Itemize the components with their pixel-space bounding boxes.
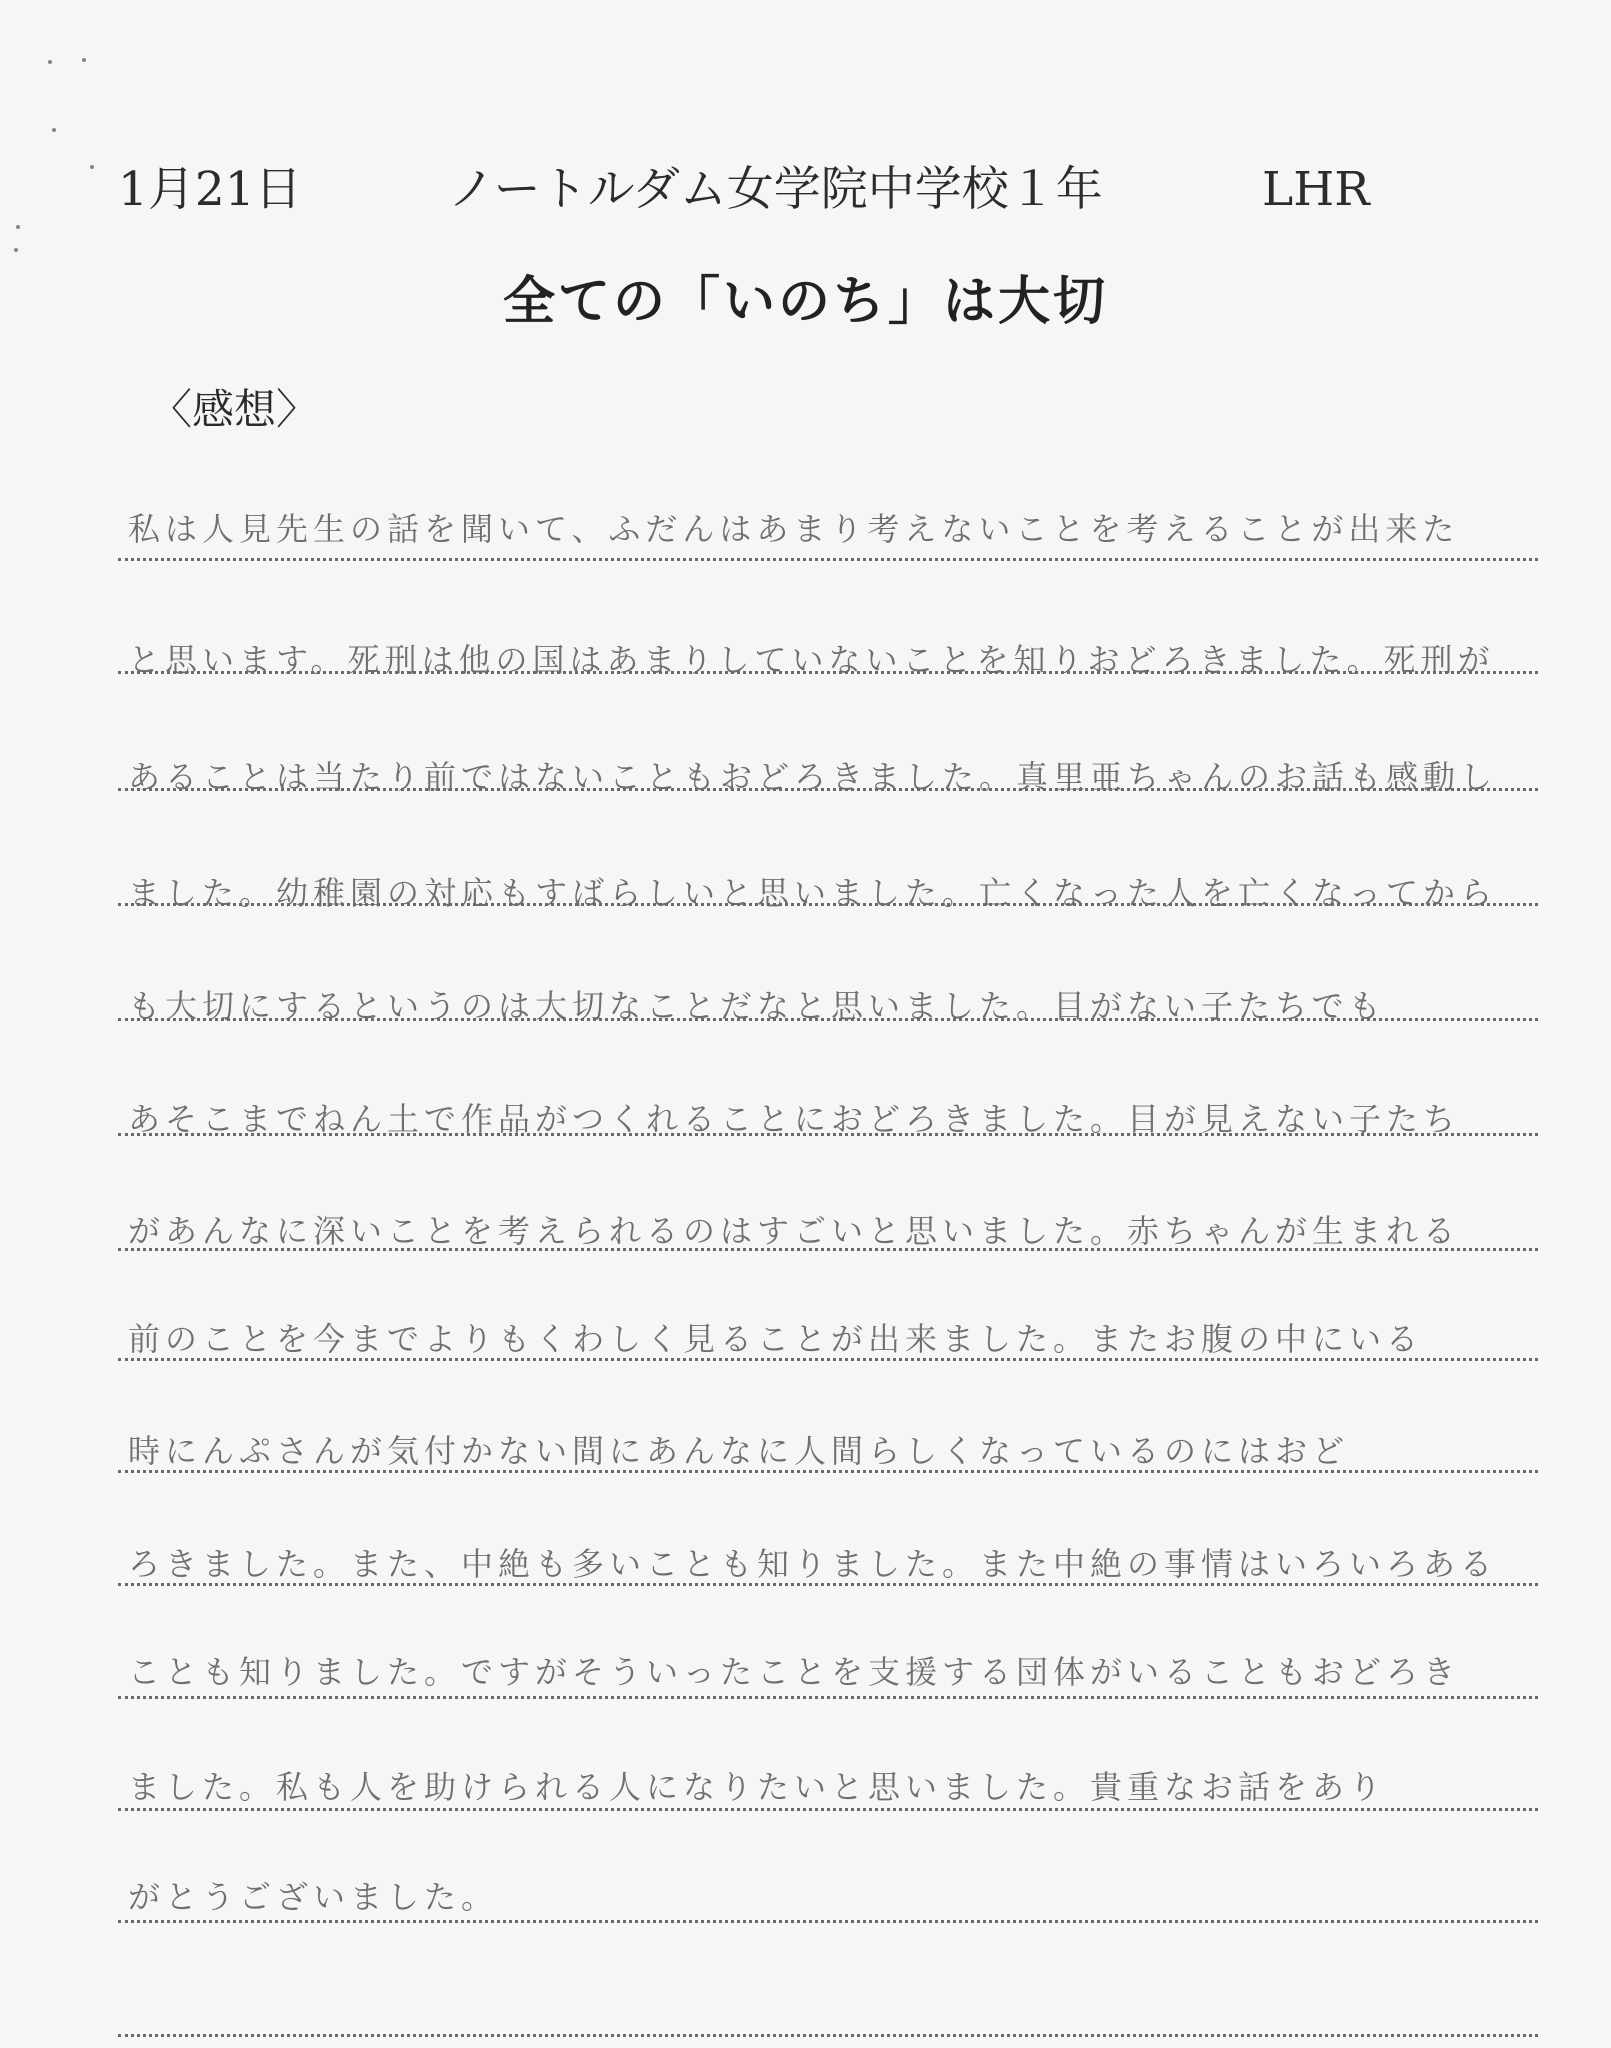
header-class-type: LHR <box>1262 162 1370 217</box>
dotted-rule <box>118 558 1538 561</box>
header-date: 1月21日 <box>118 162 302 217</box>
handwritten-line: ました。幼稚園の対応もすばらしいと思いました。亡くなった人を亡くなってから <box>128 874 1498 912</box>
scan-speck <box>52 128 56 132</box>
handwritten-line: があんなに深いことを考えられるのはすごいと思いました。赤ちゃんが生まれる <box>128 1212 1461 1250</box>
section-label-impressions: 〈感想〉 <box>150 385 319 434</box>
dotted-rule <box>118 1583 1538 1586</box>
handwritten-line: がとうございました。 <box>128 1878 499 1916</box>
scan-speck <box>82 58 86 62</box>
scan-speck <box>48 60 52 64</box>
dotted-rule <box>118 903 1538 906</box>
dotted-rule <box>118 1920 1538 1923</box>
handwritten-line: 私は人見先生の話を聞いて、ふだんはあまり考えないことを考えることが出来た <box>128 510 1460 548</box>
scan-speck <box>14 248 18 252</box>
dotted-rule <box>118 2034 1538 2037</box>
worksheet-title: 全ての「いのち」は大切 <box>502 272 1108 332</box>
dotted-rule <box>118 1018 1538 1021</box>
dotted-rule <box>118 1248 1538 1251</box>
handwritten-line: 時にんぷさんが気付かない間にあんなに人間らしくなっているのにはおど <box>128 1432 1350 1470</box>
handwritten-line: 前のことを今までよりもくわしく見ることが出来ました。またお腹の中にいる <box>128 1320 1424 1358</box>
scan-speck <box>16 225 20 229</box>
handwritten-line: と思います。死刑は他の国はあまりしていないことを知りおどろきました。死刑が <box>128 641 1495 679</box>
handwritten-line: ことも知りました。ですがそういったことを支援する団体がいることもおどろき <box>128 1653 1461 1691</box>
header-school-grade: ノートルダム女学院中学校１年 <box>448 162 1103 217</box>
dotted-rule <box>118 788 1538 791</box>
handwritten-line: ました。私も人を助けられる人になりたいと思いました。貴重なお話をあり <box>128 1768 1387 1806</box>
dotted-rule <box>118 1358 1538 1361</box>
handwritten-line: あそこまでねん土で作品がつくれることにおどろきました。目が見えない子たち <box>128 1100 1461 1138</box>
dotted-rule <box>118 671 1538 674</box>
dotted-rule <box>118 1696 1538 1699</box>
handwritten-line: ろきました。また、中絶も多いことも知りました。また中絶の事情はいろいろある <box>128 1545 1498 1583</box>
dotted-rule <box>118 1470 1538 1473</box>
dotted-rule <box>118 1133 1538 1136</box>
dotted-rule <box>118 1808 1538 1811</box>
handwritten-line: も大切にするというのは大切なことだなと思いました。目がない子たちでも <box>128 987 1386 1025</box>
handwritten-line: あることは当たり前ではないこともおどろきました。真里亜ちゃんのお話も感動し <box>128 758 1498 796</box>
worksheet-header <box>0 160 1611 220</box>
